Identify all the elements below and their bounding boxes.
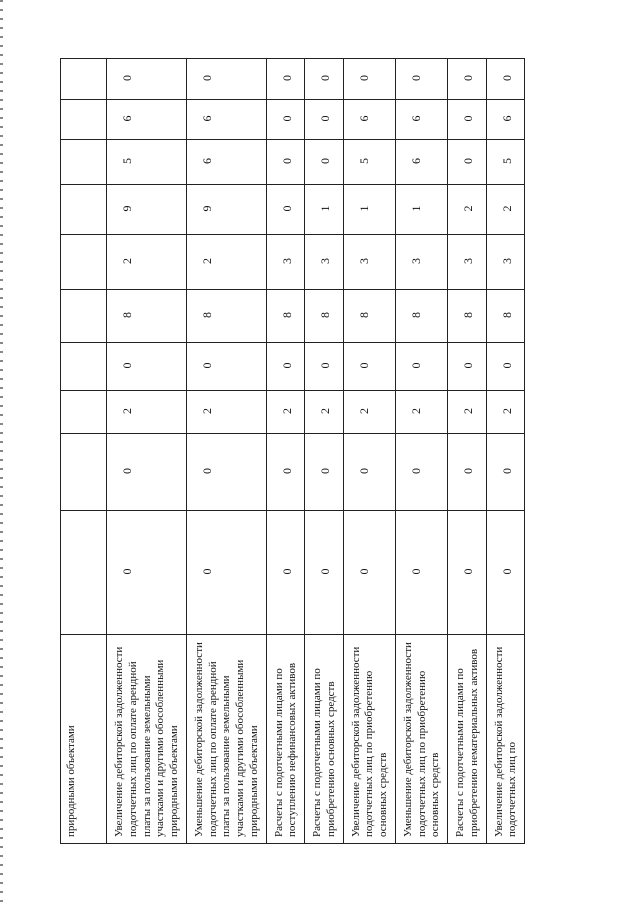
code-digit-cell: 0 <box>107 59 187 100</box>
code-digit-cell: 8 <box>107 290 187 343</box>
table-row <box>107 59 187 844</box>
code-digit-cell: 0 <box>266 343 305 391</box>
table-row <box>448 59 487 844</box>
code-digit-cell: 2 <box>448 185 487 235</box>
code-digit-cell: 0 <box>448 59 487 100</box>
code-digit-cell: 0 <box>186 343 266 391</box>
code-digit-cell: 2 <box>448 391 487 434</box>
account-table <box>60 58 525 844</box>
code-digit-cell: 3 <box>266 235 305 290</box>
code-digit-cell: 0 <box>343 343 395 391</box>
code-digit-cell <box>61 290 107 343</box>
row-label: Расчеты с подотчетными лицами по приобретению основных средств <box>305 635 344 844</box>
code-digit-cell: 0 <box>107 434 187 511</box>
table-row <box>343 59 395 844</box>
code-digit-cell: 1 <box>343 185 395 235</box>
table-row <box>486 59 525 844</box>
code-digit-cell: 0 <box>448 434 487 511</box>
code-digit-cell: 0 <box>266 140 305 185</box>
code-digit-cell: 3 <box>305 235 344 290</box>
code-digit-cell: 0 <box>486 59 525 100</box>
table-row <box>395 59 447 844</box>
code-digit-cell: 0 <box>343 434 395 511</box>
code-digit-cell: 8 <box>395 290 447 343</box>
table-row <box>61 59 107 844</box>
code-digit-cell: 0 <box>395 343 447 391</box>
code-digit-cell: 2 <box>186 391 266 434</box>
code-digit-cell: 6 <box>395 100 447 140</box>
code-digit-cell: 5 <box>107 140 187 185</box>
code-digit-cell: 6 <box>395 140 447 185</box>
code-digit-cell: 2 <box>486 185 525 235</box>
code-digit-cell: 0 <box>343 59 395 100</box>
code-digit-cell: 8 <box>486 290 525 343</box>
row-label: Увеличение дебиторской задолженности подотчетных лиц по оплате арендной платы за пользование земельными участками и другими обособленными природными объектами <box>107 635 187 844</box>
table-row <box>305 59 344 844</box>
code-digit-cell: 2 <box>395 391 447 434</box>
code-digit-cell <box>61 391 107 434</box>
code-digit-cell: 2 <box>343 391 395 434</box>
code-digit-cell: 0 <box>448 343 487 391</box>
code-digit-cell: 0 <box>266 434 305 511</box>
code-digit-cell: 6 <box>186 100 266 140</box>
row-label: Увеличение дебиторской задолженности подотчетных лиц по приобретению основных средств <box>343 635 395 844</box>
code-digit-cell: 3 <box>486 235 525 290</box>
code-digit-cell: 0 <box>305 511 344 635</box>
code-digit-cell: 5 <box>486 140 525 185</box>
table-row <box>186 59 266 844</box>
row-label: Увеличение дебиторской задолженности подотчетных лиц по <box>486 635 525 844</box>
code-digit-cell: 2 <box>107 235 187 290</box>
code-digit-cell: 2 <box>186 235 266 290</box>
code-digit-cell: 0 <box>486 511 525 635</box>
code-digit-cell: 0 <box>486 343 525 391</box>
code-digit-cell: 0 <box>305 59 344 100</box>
row-label: природными объектами <box>61 635 107 844</box>
code-digit-cell: 0 <box>305 100 344 140</box>
code-digit-cell <box>61 511 107 635</box>
code-digit-cell: 8 <box>305 290 344 343</box>
code-digit-cell: 0 <box>395 511 447 635</box>
code-digit-cell: 6 <box>486 100 525 140</box>
code-digit-cell <box>61 140 107 185</box>
table-body <box>61 59 525 844</box>
code-digit-cell: 9 <box>107 185 187 235</box>
code-digit-cell: 0 <box>305 434 344 511</box>
row-label: Уменьшение дебиторской задолженности подотчетных лиц по оплате арендной платы за пользование земельными участками и другими обособленными природными объектами <box>186 635 266 844</box>
code-digit-cell: 0 <box>107 511 187 635</box>
code-digit-cell: 0 <box>266 59 305 100</box>
code-digit-cell: 8 <box>266 290 305 343</box>
code-digit-cell: 8 <box>186 290 266 343</box>
code-digit-cell: 0 <box>448 100 487 140</box>
code-digit-cell: 0 <box>395 434 447 511</box>
code-digit-cell: 3 <box>448 235 487 290</box>
code-digit-cell: 0 <box>266 185 305 235</box>
code-digit-cell <box>61 100 107 140</box>
code-digit-cell: 0 <box>186 434 266 511</box>
table-row <box>266 59 305 844</box>
code-digit-cell: 3 <box>395 235 447 290</box>
code-digit-cell: 2 <box>305 391 344 434</box>
code-digit-cell: 1 <box>305 185 344 235</box>
code-digit-cell: 8 <box>343 290 395 343</box>
rotated-page <box>60 59 585 844</box>
code-digit-cell: 9 <box>186 185 266 235</box>
code-digit-cell: 0 <box>448 140 487 185</box>
code-digit-cell: 0 <box>395 59 447 100</box>
code-digit-cell: 0 <box>186 59 266 100</box>
code-digit-cell: 0 <box>107 343 187 391</box>
code-digit-cell: 1 <box>395 185 447 235</box>
code-digit-cell: 0 <box>448 511 487 635</box>
code-digit-cell: 2 <box>486 391 525 434</box>
code-digit-cell <box>61 235 107 290</box>
code-digit-cell: 2 <box>107 391 187 434</box>
code-digit-cell: 0 <box>486 434 525 511</box>
code-digit-cell: 6 <box>186 140 266 185</box>
code-digit-cell: 0 <box>343 511 395 635</box>
code-digit-cell: 8 <box>448 290 487 343</box>
code-digit-cell: 6 <box>107 100 187 140</box>
code-digit-cell: 0 <box>305 140 344 185</box>
code-digit-cell: 6 <box>343 100 395 140</box>
code-digit-cell: 5 <box>343 140 395 185</box>
code-digit-cell: 0 <box>186 511 266 635</box>
code-digit-cell: 3 <box>343 235 395 290</box>
code-digit-cell: 0 <box>266 511 305 635</box>
code-digit-cell: 2 <box>266 391 305 434</box>
row-label: Расчеты с подотчетными лицами по поступлению нефинансовых активов <box>266 635 305 844</box>
scan-edge-mark <box>0 0 3 905</box>
row-label: Уменьшение дебиторской задолженности подотчетных лиц по приобретению основных средств <box>395 635 447 844</box>
code-digit-cell <box>61 59 107 100</box>
code-digit-cell: 0 <box>305 343 344 391</box>
code-digit-cell <box>61 434 107 511</box>
code-digit-cell <box>61 185 107 235</box>
row-label: Расчеты с подотчетными лицами по приобретению нематериальных активов <box>448 635 487 844</box>
code-digit-cell <box>61 343 107 391</box>
code-digit-cell: 0 <box>266 100 305 140</box>
